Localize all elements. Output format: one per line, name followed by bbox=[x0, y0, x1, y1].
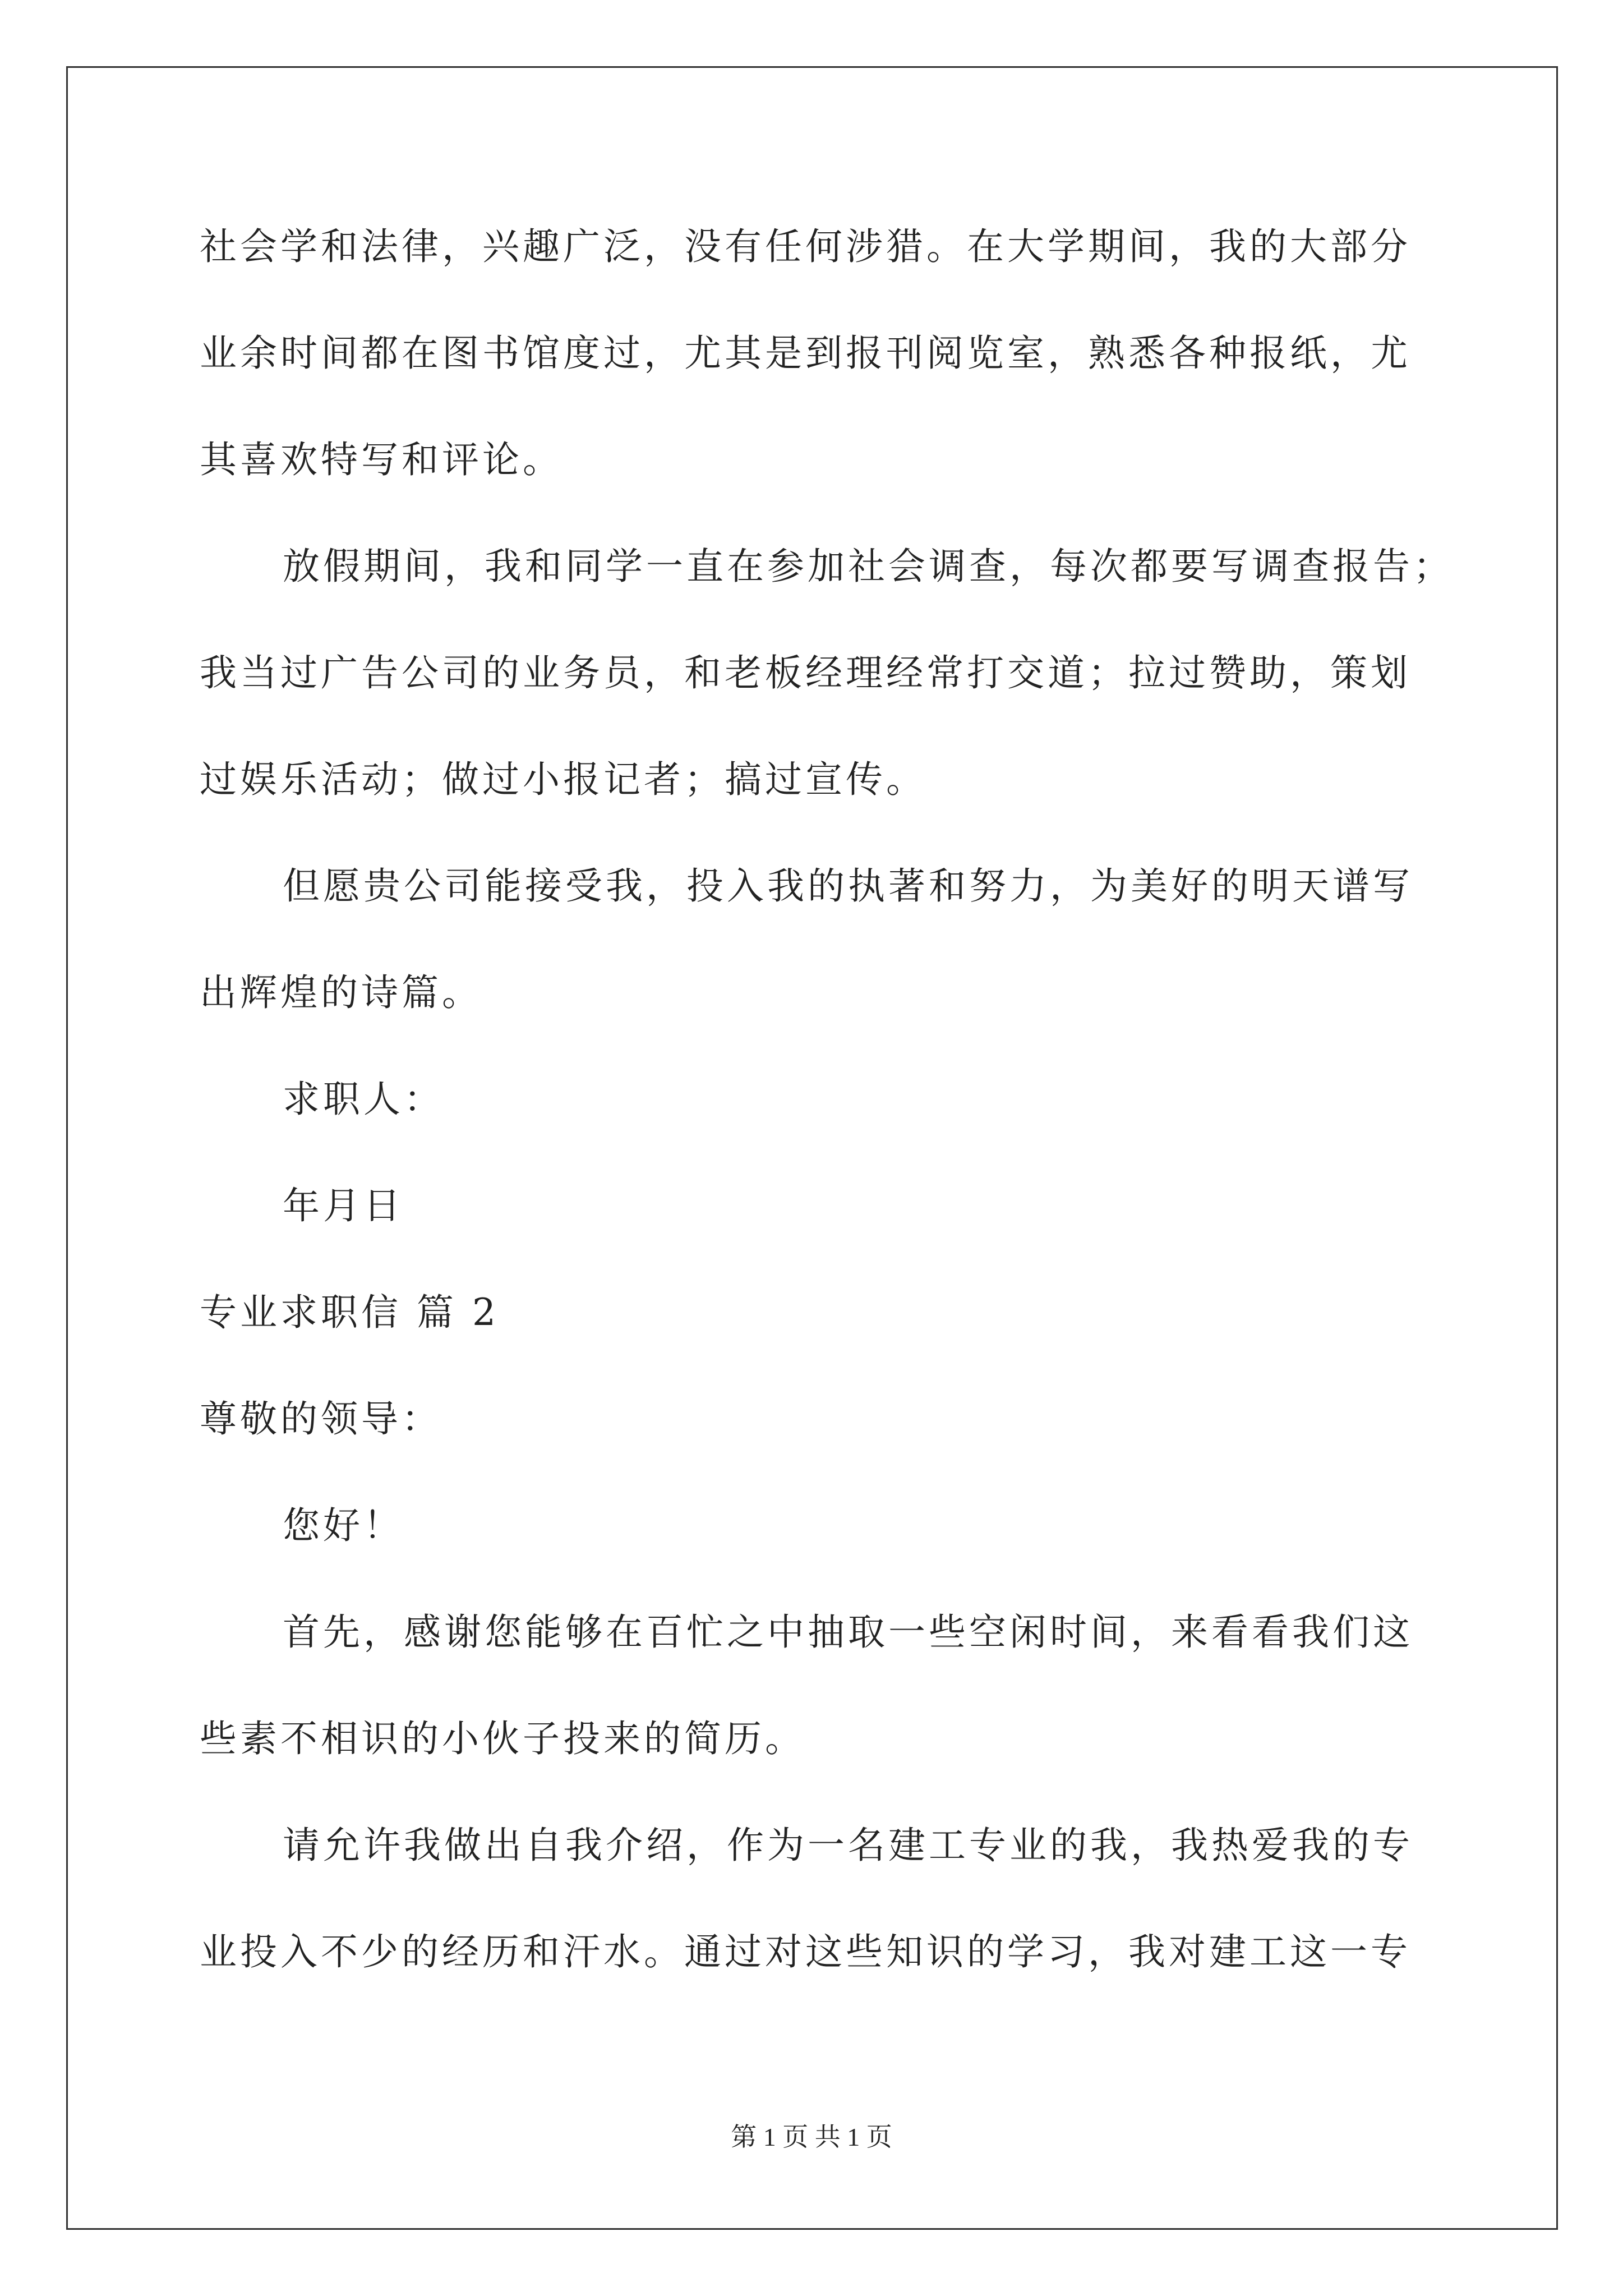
date-line: 年月日 bbox=[283, 1184, 404, 1227]
text-line: 首先，感谢您能够在百忙之中抽取一些空闲时间，来看看我们这 bbox=[283, 1611, 1413, 1654]
signature-label: 求职人： bbox=[283, 1078, 444, 1121]
text-line: 些素不相识的小伙子投来的简历。 bbox=[200, 1717, 805, 1760]
text-line: 过娱乐活动；做过小报记者；搞过宣传。 bbox=[200, 758, 926, 801]
text-line: 请允许我做出自我介绍，作为一名建工专业的我，我热爱我的专 bbox=[283, 1824, 1413, 1867]
text-line: 业余时间都在图书馆度过，尤其是到报刊阅览室，熟悉各种报纸，尤 bbox=[200, 332, 1411, 375]
text-line: 我当过广告公司的业务员，和老板经理经常打交道；拉过赞助，策划 bbox=[200, 651, 1411, 694]
text-line: 社会学和法律，兴趣广泛，没有任何涉猎。在大学期间，我的大部分 bbox=[200, 225, 1411, 268]
greeting: 您好！ bbox=[283, 1504, 404, 1547]
page-border bbox=[66, 66, 1558, 2230]
salutation: 尊敬的领导： bbox=[200, 1397, 442, 1441]
text-line: 业投入不少的经历和汗水。通过对这些知识的学习，我对建工这一专 bbox=[200, 1930, 1411, 1973]
page-number-footer: 第 1 页 共 1 页 bbox=[731, 2123, 892, 2151]
text-line: 出辉煌的诗篇。 bbox=[200, 971, 482, 1014]
text-line: 其喜欢特写和评论。 bbox=[200, 438, 563, 481]
text-line: 放假期间，我和同学一直在参加社会调查，每次都要写调查报告； bbox=[283, 545, 1454, 588]
section-heading: 专业求职信 篇 2 bbox=[200, 1291, 499, 1334]
text-line: 但愿贵公司能接受我，投入我的执著和努力，为美好的明天谱写 bbox=[283, 864, 1413, 908]
